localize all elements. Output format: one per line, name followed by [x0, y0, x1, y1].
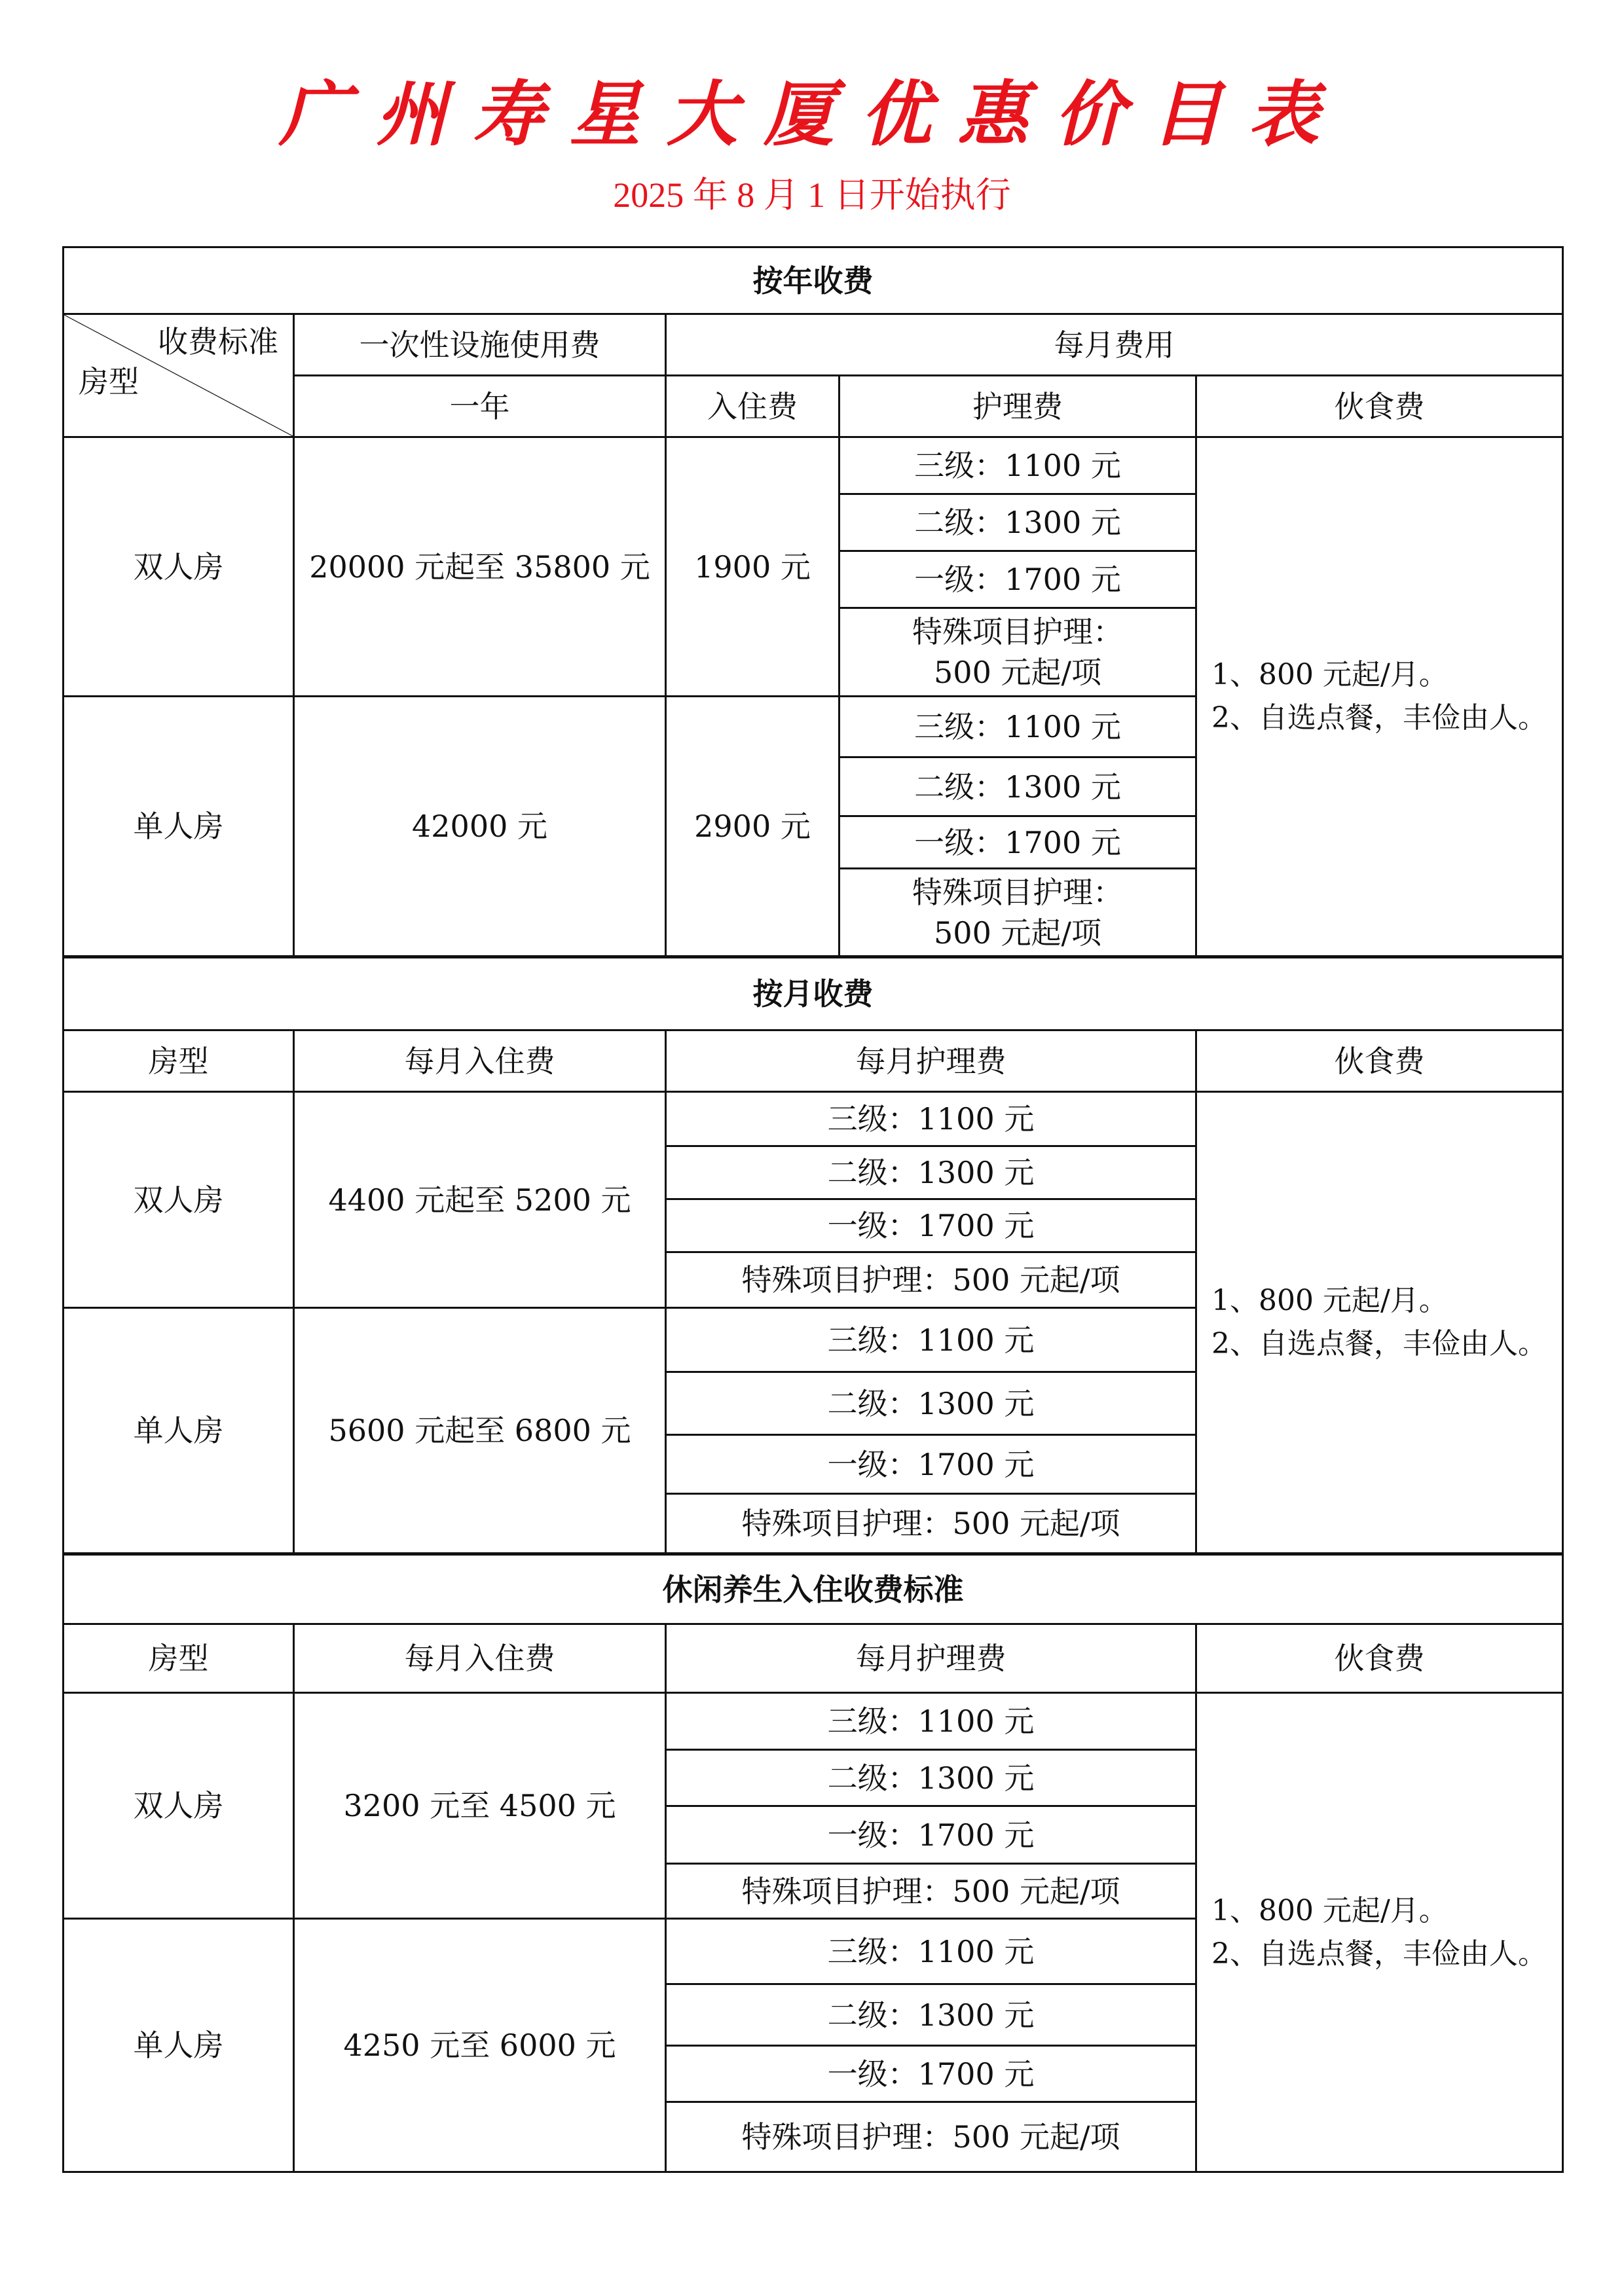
- care-level-1: 一级：1700 元: [666, 1199, 1196, 1252]
- header-monthly-fee: 每月费用: [666, 314, 1563, 376]
- stay-fee-cell: 1900 元: [666, 437, 840, 697]
- care-special: 特殊项目护理：500 元起/项: [666, 2102, 1196, 2172]
- header-room-type: 房型: [64, 1624, 294, 1693]
- meal-note-cell: 1、800 元起/月。 2、自选点餐，丰俭由人。: [1196, 1693, 1563, 2172]
- section-title-monthly: 按月收费: [64, 957, 1563, 1030]
- meal-note-cell: 1、800 元起/月。 2、自选点餐，丰俭由人。: [1196, 1092, 1563, 1554]
- effective-date: 2025 年 8 月 1 日开始执行: [613, 175, 1011, 215]
- header-meal-fee: 伙食费: [1196, 1624, 1563, 1693]
- stay-fee-cell: 4250 元至 6000 元: [294, 1919, 666, 2172]
- meal-note-cell: 1、800 元起/月。 2、自选点餐，丰俭由人。: [1196, 437, 1563, 957]
- care-level-2: 二级：1300 元: [666, 1146, 1196, 1199]
- price-table: [62, 246, 1564, 2173]
- care-level-2: 二级：1300 元: [840, 494, 1196, 551]
- care-special: 特殊项目护理：500 元起/项: [666, 1494, 1196, 1554]
- diagonal-header-cell: [64, 314, 294, 437]
- care-level-1: 一级：1700 元: [840, 551, 1196, 608]
- header-monthly-stay-fee: 每月入住费: [294, 1030, 666, 1092]
- header-monthly-stay-fee: 每月入住费: [294, 1624, 666, 1693]
- header-one-time-fee: 一次性设施使用费: [294, 314, 666, 376]
- stay-fee-cell: 2900 元: [666, 697, 840, 957]
- diag-label-room-type: 房型: [79, 364, 139, 399]
- care-level-1: 一级：1700 元: [666, 1806, 1196, 1864]
- care-level-3: 三级：1100 元: [840, 437, 1196, 494]
- header-room-type: 房型: [64, 1030, 294, 1092]
- care-level-3: 三级：1100 元: [666, 1693, 1196, 1750]
- care-special: 特殊项目护理： 500 元起/项: [840, 608, 1196, 697]
- care-level-2: 二级：1300 元: [666, 1750, 1196, 1806]
- care-special: 特殊项目护理：500 元起/项: [666, 1864, 1196, 1919]
- room-type-cell: 单人房: [64, 1919, 294, 2172]
- section-title-leisure: 休闲养生入住收费标准: [64, 1554, 1563, 1624]
- care-level-3: 三级：1100 元: [666, 1919, 1196, 1984]
- diag-label-fee-standard: 收费标准: [158, 324, 278, 359]
- care-level-3: 三级：1100 元: [666, 1092, 1196, 1146]
- header-stay-fee: 入住费: [666, 376, 840, 437]
- facility-fee-cell: 42000 元: [294, 697, 666, 957]
- header-monthly-care-fee: 每月护理费: [666, 1624, 1196, 1693]
- room-type-cell: 单人房: [64, 1308, 294, 1554]
- stay-fee-cell: 3200 元至 4500 元: [294, 1693, 666, 1919]
- care-level-2: 二级：1300 元: [666, 1372, 1196, 1435]
- facility-fee-cell: 20000 元起至 35800 元: [294, 437, 666, 697]
- stay-fee-cell: 4400 元起至 5200 元: [294, 1092, 666, 1308]
- care-special: 特殊项目护理： 500 元起/项: [840, 869, 1196, 957]
- header-care-fee: 护理费: [840, 376, 1196, 437]
- room-type-cell: 单人房: [64, 697, 294, 957]
- room-type-cell: 双人房: [64, 1693, 294, 1919]
- care-level-3: 三级：1100 元: [840, 697, 1196, 757]
- care-level-1: 一级：1700 元: [840, 816, 1196, 869]
- header-meal-fee: 伙食费: [1196, 1030, 1563, 1092]
- care-level-1: 一级：1700 元: [666, 2046, 1196, 2102]
- header-one-year: 一年: [294, 376, 666, 437]
- care-level-2: 二级：1300 元: [840, 757, 1196, 816]
- care-level-1: 一级：1700 元: [666, 1435, 1196, 1494]
- care-level-3: 三级：1100 元: [666, 1308, 1196, 1372]
- header-meal-fee: 伙食费: [1196, 376, 1563, 437]
- section-title-yearly: 按年收费: [64, 247, 1563, 314]
- care-level-2: 二级：1300 元: [666, 1984, 1196, 2046]
- stay-fee-cell: 5600 元起至 6800 元: [294, 1308, 666, 1554]
- page-title: 广州寿星大厦优惠价目表: [278, 73, 1345, 156]
- header-monthly-care-fee: 每月护理费: [666, 1030, 1196, 1092]
- care-special: 特殊项目护理：500 元起/项: [666, 1252, 1196, 1308]
- room-type-cell: 双人房: [64, 437, 294, 697]
- room-type-cell: 双人房: [64, 1092, 294, 1308]
